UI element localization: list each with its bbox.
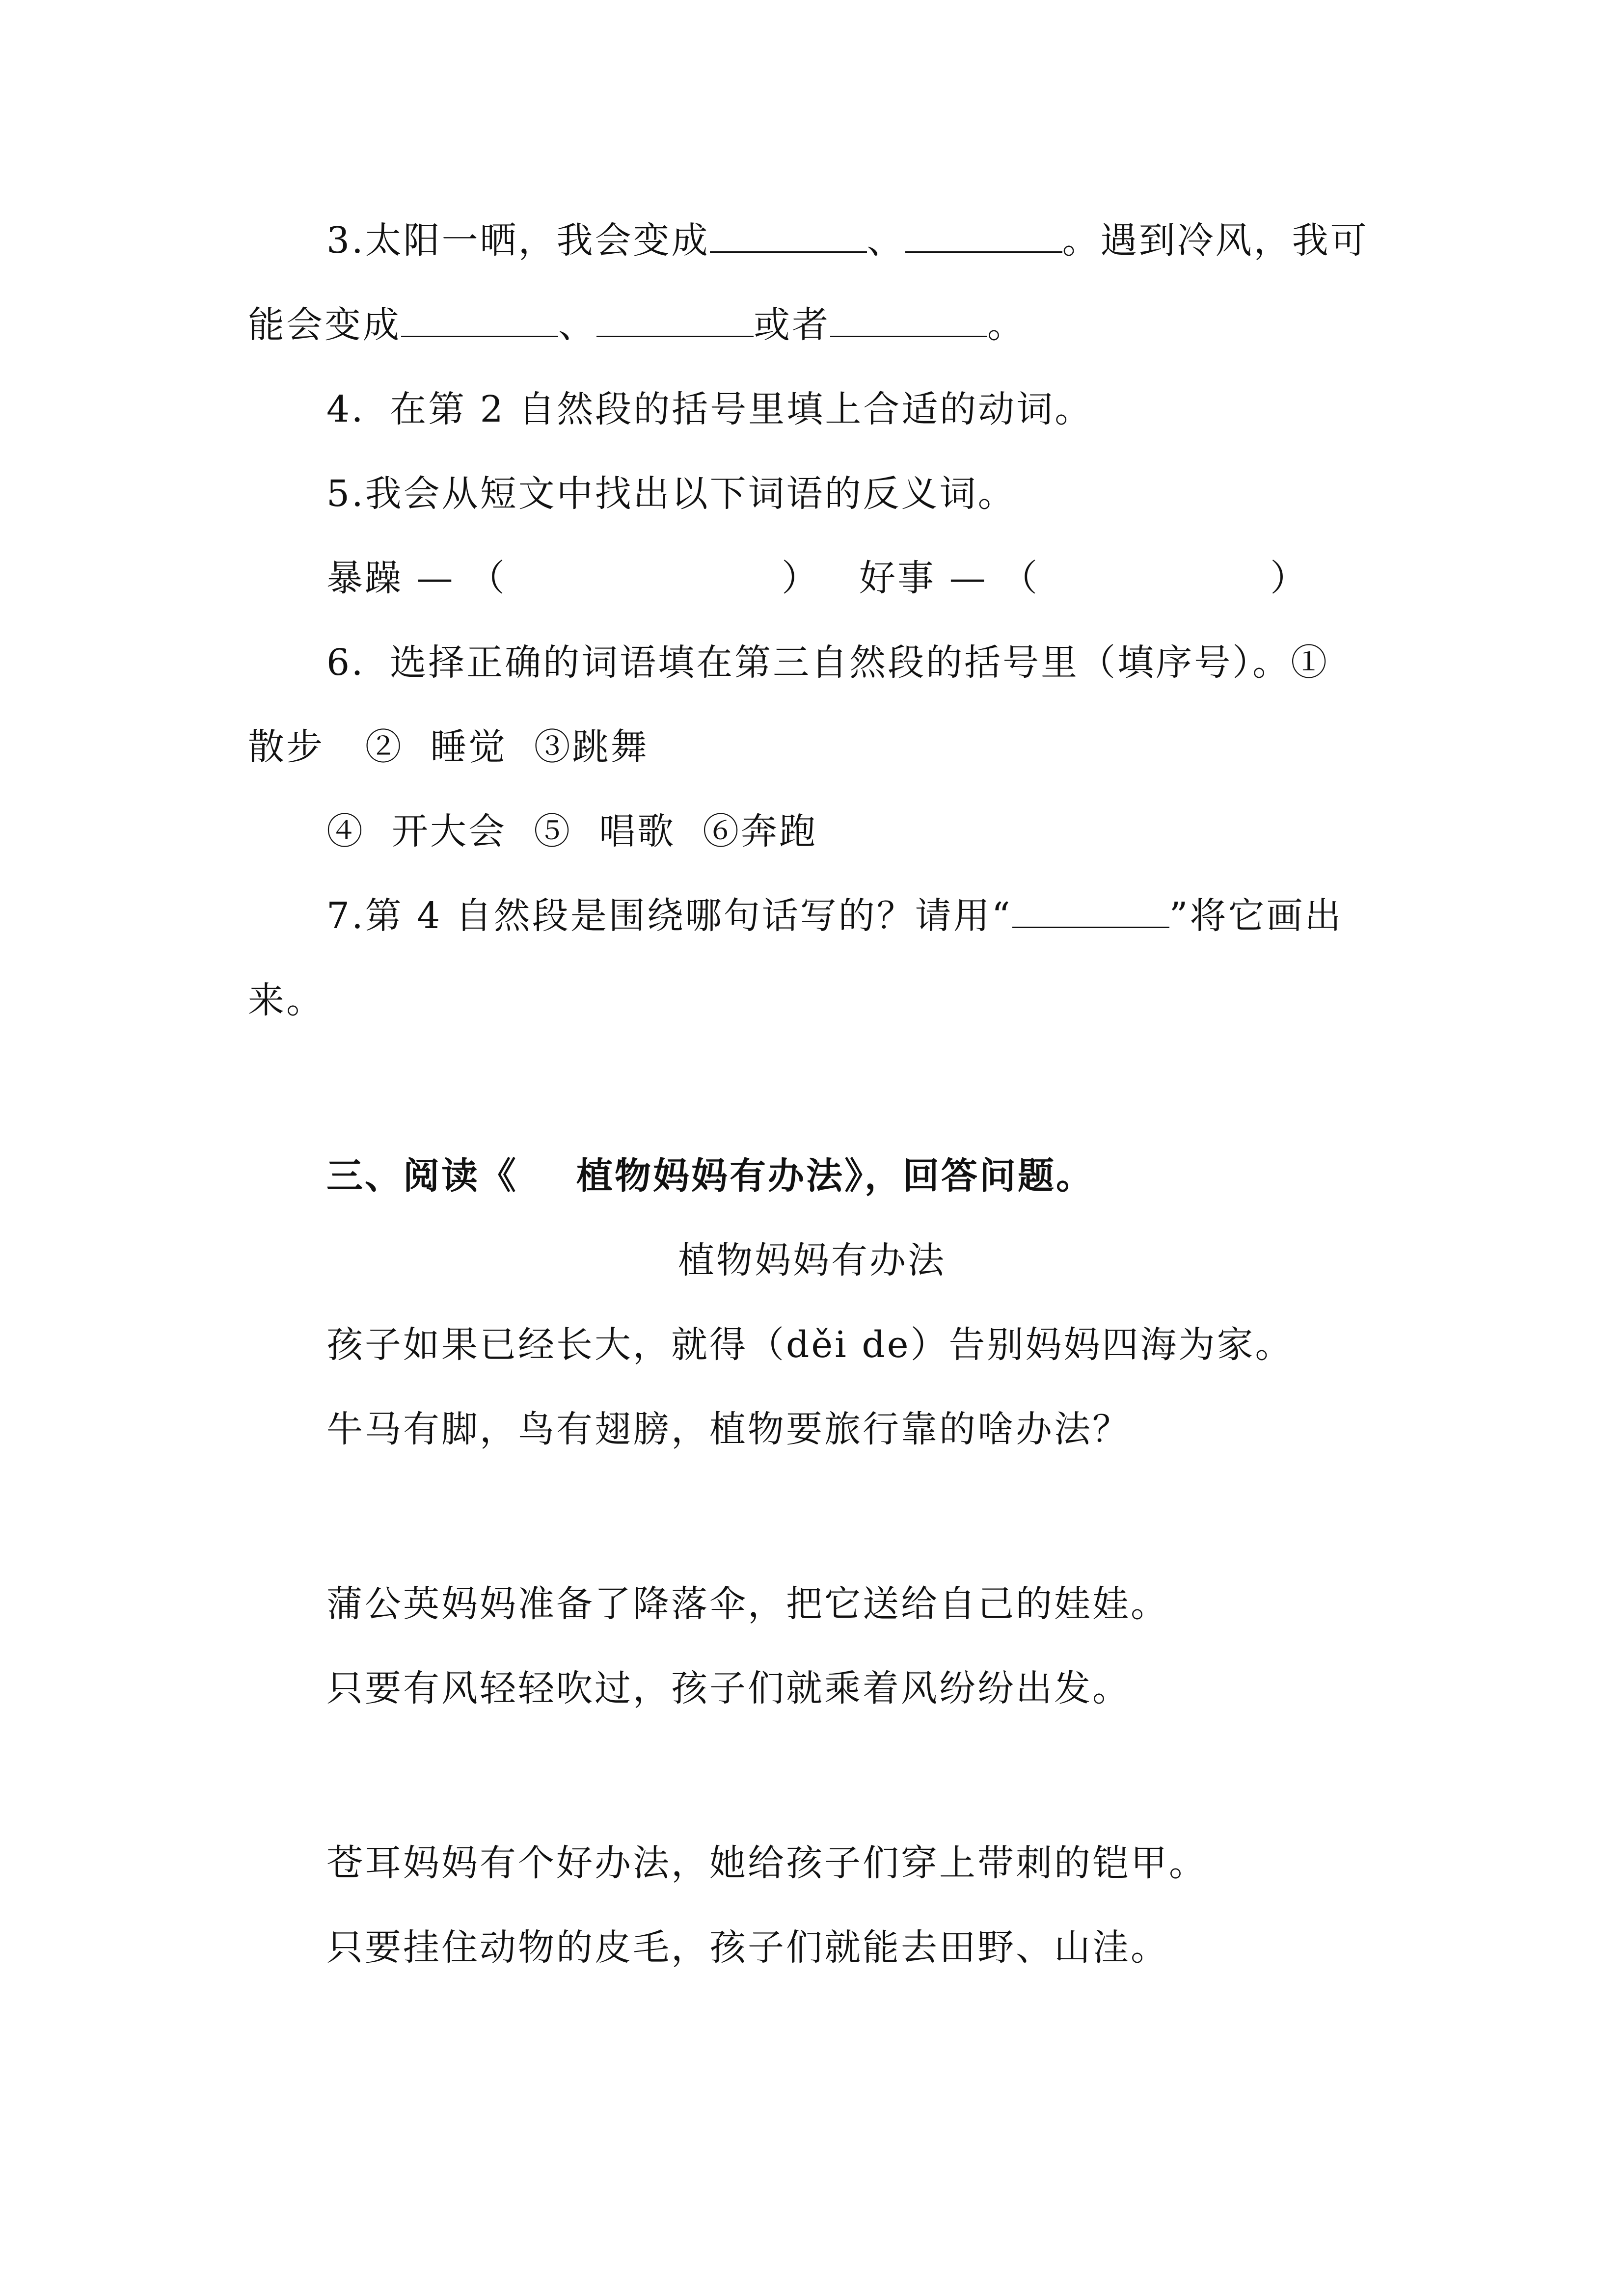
separator: 、 [866,219,905,262]
question-3-text: 3.太阳一晒，我会变成 [326,219,710,262]
poem-line: 只要有风轻轻吹过，孩子们就乘着风纷纷出发。 [326,1667,1131,1709]
question-7-text: ”将它画出 [1169,895,1343,937]
separator: 、 [558,304,596,346]
question-3-text: 。 [987,304,1026,346]
question-3-line-2 [248,300,1026,349]
question-5-prompt: 5.我会从短文中找出以下词语的反义词。 [326,473,1016,515]
antonym-word-1: 暴躁 — （ [326,557,507,599]
question-7-line-1 [326,891,1343,940]
poem-line: 牛马有脚，鸟有翅膀，植物要旅行靠的啥办法？ [326,1408,1131,1450]
question-3-text: 能会变成 [248,304,401,346]
answer-blank[interactable] [710,216,867,253]
answer-blank[interactable] [905,216,1062,253]
bracket: ） [1270,557,1309,599]
question-5-antonyms [326,554,1308,603]
bracket: ） [782,557,820,599]
answer-blank[interactable] [596,300,754,337]
question-3-text: 或者 [754,304,830,346]
question-3-text: 。遇到冷风，我可 [1062,219,1369,262]
antonym-word-2: 好事 — （ [859,557,1040,599]
poem-line: 孩子如果已经长大，就得（děi de）告别妈妈四海为家。 [326,1324,1294,1366]
answer-blank[interactable] [401,300,558,337]
poem-line: 蒲公英妈妈准备了降落伞，把它送给自己的娃娃。 [326,1583,1169,1625]
answer-blank[interactable] [830,300,987,337]
section-3-heading: 三、阅读《 植物妈妈有办法》，回答问题。 [326,1155,1095,1197]
question-7-line-2: 来。 [248,979,325,1021]
question-7-text: 7.第 4 自然段是围绕哪句话写的？请用“ [326,895,1012,937]
question-3-line-1 [326,216,1369,265]
question-6-line-2: 散步 ② 睡觉 ③跳舞 [248,726,649,768]
question-6-line-1: 6．选择正确的词语填在第三自然段的括号里（填序号）。① [326,641,1329,684]
question-6-line-3: ④ 开大会 ⑤ 唱歌 ⑥奔跑 [326,810,818,853]
question-4: 4．在第 2 自然段的括号里填上合适的动词。 [326,388,1093,430]
poem-line: 苍耳妈妈有个好办法，她给孩子们穿上带刺的铠甲。 [326,1842,1207,1884]
poem-title: 植物妈妈有办法 [678,1239,946,1281]
answer-blank[interactable] [1012,891,1169,928]
poem-line: 只要挂住动物的皮毛，孩子们就能去田野、山洼。 [326,1926,1169,1969]
